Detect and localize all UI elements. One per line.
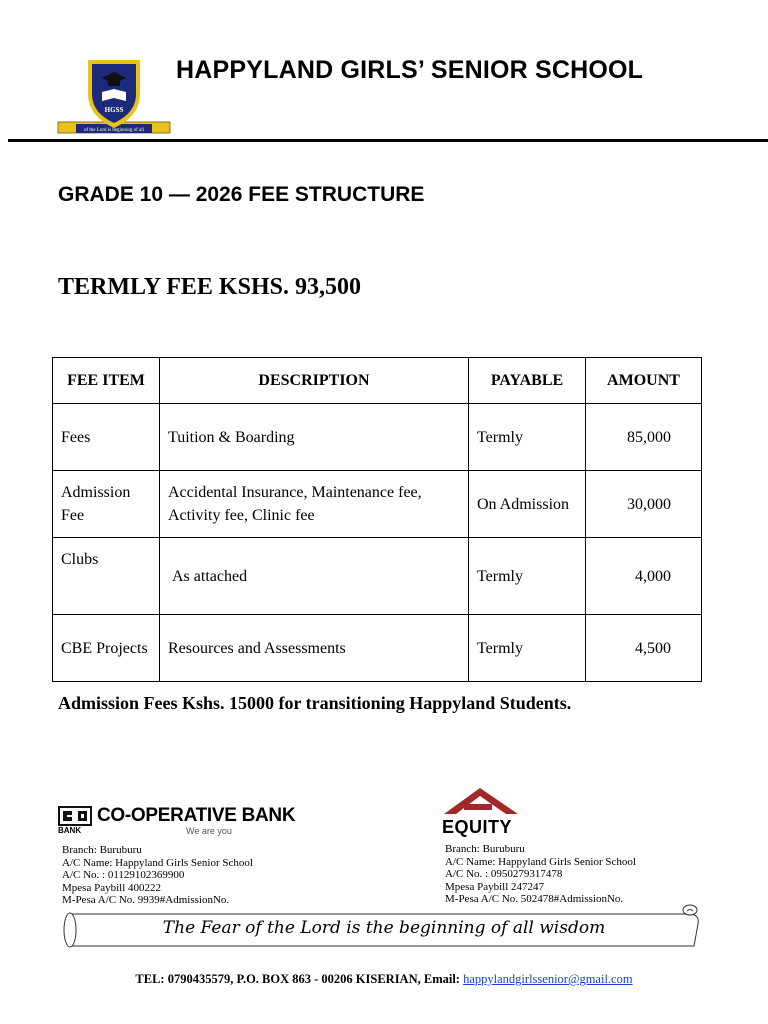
school-crest-logo — [56, 54, 172, 140]
table-row — [53, 471, 702, 538]
payable-cell: Termly — [469, 615, 586, 682]
equity-mpesa-account: M-Pesa A/C No. 502478#AdmissionNo. — [445, 893, 624, 906]
email-link[interactable]: happylandgirlssenior@gmail.com — [463, 972, 633, 986]
amount-cell: 30,000 — [586, 471, 702, 538]
equity-paybill: Mpesa Paybill 247247 — [445, 880, 544, 893]
crest-banner-text: of the Lord is beginning of all — [84, 128, 144, 133]
contact-details: TEL: 0790435579, P.O. BOX 863 - 00206 KISERIAN, Email: — [135, 972, 464, 986]
document-title: GRADE 10 — 2026 FEE STRUCTURE — [58, 183, 425, 206]
payable-cell: Termly — [469, 538, 586, 615]
equity-branch: Branch: Buruburu — [445, 843, 525, 855]
column-header-fee-item: FEE ITEM — [53, 358, 160, 404]
equity-bank-name: EQUITY — [442, 817, 513, 837]
column-header-payable: PAYABLE — [469, 358, 586, 404]
fee-table — [52, 357, 702, 682]
fee-item-cell: Fees — [53, 404, 160, 471]
fee-item-cell: Clubs — [53, 538, 160, 615]
termly-fee-total: TERMLY FEE KSHS. 93,500 — [58, 274, 361, 300]
coop-mpesa-account: M-Pesa A/C No. 9939#AdmissionNo. — [62, 894, 230, 907]
amount-cell: 4,000 — [586, 538, 702, 615]
coop-account-name: A/C Name: Happyland Girls Senior School — [62, 856, 253, 869]
equity-account-number: A/C No. : 0950279317478 — [445, 868, 563, 881]
coop-bank-name: CO-OPERATIVE BANK — [97, 805, 296, 826]
table-row — [53, 404, 702, 471]
coop-bank-details — [62, 844, 253, 907]
description-cell: As attached — [160, 538, 469, 615]
fee-item-cell: Admission Fee — [53, 471, 160, 538]
equity-account-name: A/C Name: Happyland Girls Senior School — [445, 855, 636, 868]
admission-note: Admission Fees Kshs. 15000 for transitioning Happyland Students. — [58, 693, 572, 713]
contact-footer — [0, 972, 768, 987]
payable-cell: On Admission — [469, 471, 586, 538]
coop-account-number: A/C No. : 01129102369900 — [62, 869, 185, 882]
fee-item-cell: CBE Projects — [53, 615, 160, 682]
column-header-description: DESCRIPTION — [160, 358, 469, 404]
column-header-amount: AMOUNT — [586, 358, 702, 404]
school-name: HAPPYLAND GIRLS’ SENIOR SCHOOL — [176, 56, 644, 84]
coop-bank-logo-icon — [58, 806, 92, 828]
table-header-row — [53, 358, 702, 404]
description-cell: Tuition & Boarding — [160, 404, 469, 471]
coop-paybill: Mpesa Paybill 400222 — [62, 881, 161, 894]
table-row — [53, 538, 702, 615]
crest-letters: HGSS — [104, 106, 124, 114]
table-row — [53, 615, 702, 682]
coop-bank-tagline: We are you — [186, 826, 232, 836]
equity-bank-details — [445, 843, 636, 906]
coop-branch: Branch: Buruburu — [62, 844, 142, 856]
amount-cell: 85,000 — [586, 404, 702, 471]
description-cell: Accidental Insurance, Maintenance fee, Activity fee, Clinic fee — [160, 471, 469, 538]
coop-bank-word: BANK — [58, 826, 82, 835]
payable-cell: Termly — [469, 404, 586, 471]
description-cell: Resources and Assessments — [160, 615, 469, 682]
amount-cell: 4,500 — [586, 615, 702, 682]
header-divider — [8, 139, 768, 142]
school-motto: The Fear of the Lord is the beginning of all wisdom — [162, 918, 606, 938]
